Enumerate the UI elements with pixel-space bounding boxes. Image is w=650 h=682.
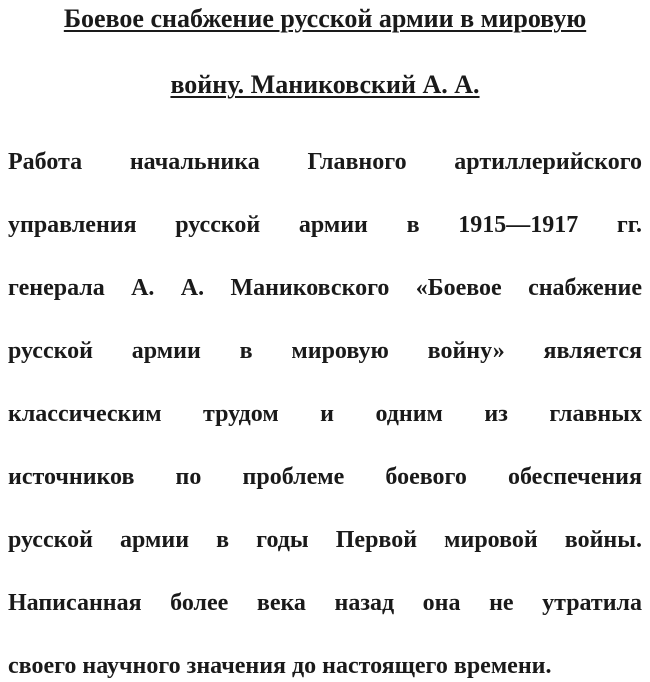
document-title-line-1: Боевое снабжение русской армии в мировую: [63, 4, 587, 33]
body-text-line-9: своего научного значения до настоящего времени.: [8, 653, 552, 679]
body-text-line-3: генерала А. А. Маниковского «Боевое снабжение: [8, 275, 642, 301]
body-text-line-7: русской армии в годы Первой мировой войны.: [8, 527, 642, 553]
body-text-line-8: Написанная более века назад она не утратила: [8, 590, 642, 616]
document-title-line-2: войну. Маниковский А. А.: [170, 70, 480, 99]
body-text-line-6: источников по проблеме боевого обеспечения: [8, 464, 642, 490]
body-text-line-5: классическим трудом и одним из главных: [8, 401, 642, 427]
body-text-line-1: Работа начальника Главного артиллерийского: [8, 149, 642, 175]
body-text-line-4: русской армии в мировую войну» является: [8, 338, 642, 364]
body-text-line-2: управления русской армии в 1915—1917 гг.: [8, 212, 642, 238]
